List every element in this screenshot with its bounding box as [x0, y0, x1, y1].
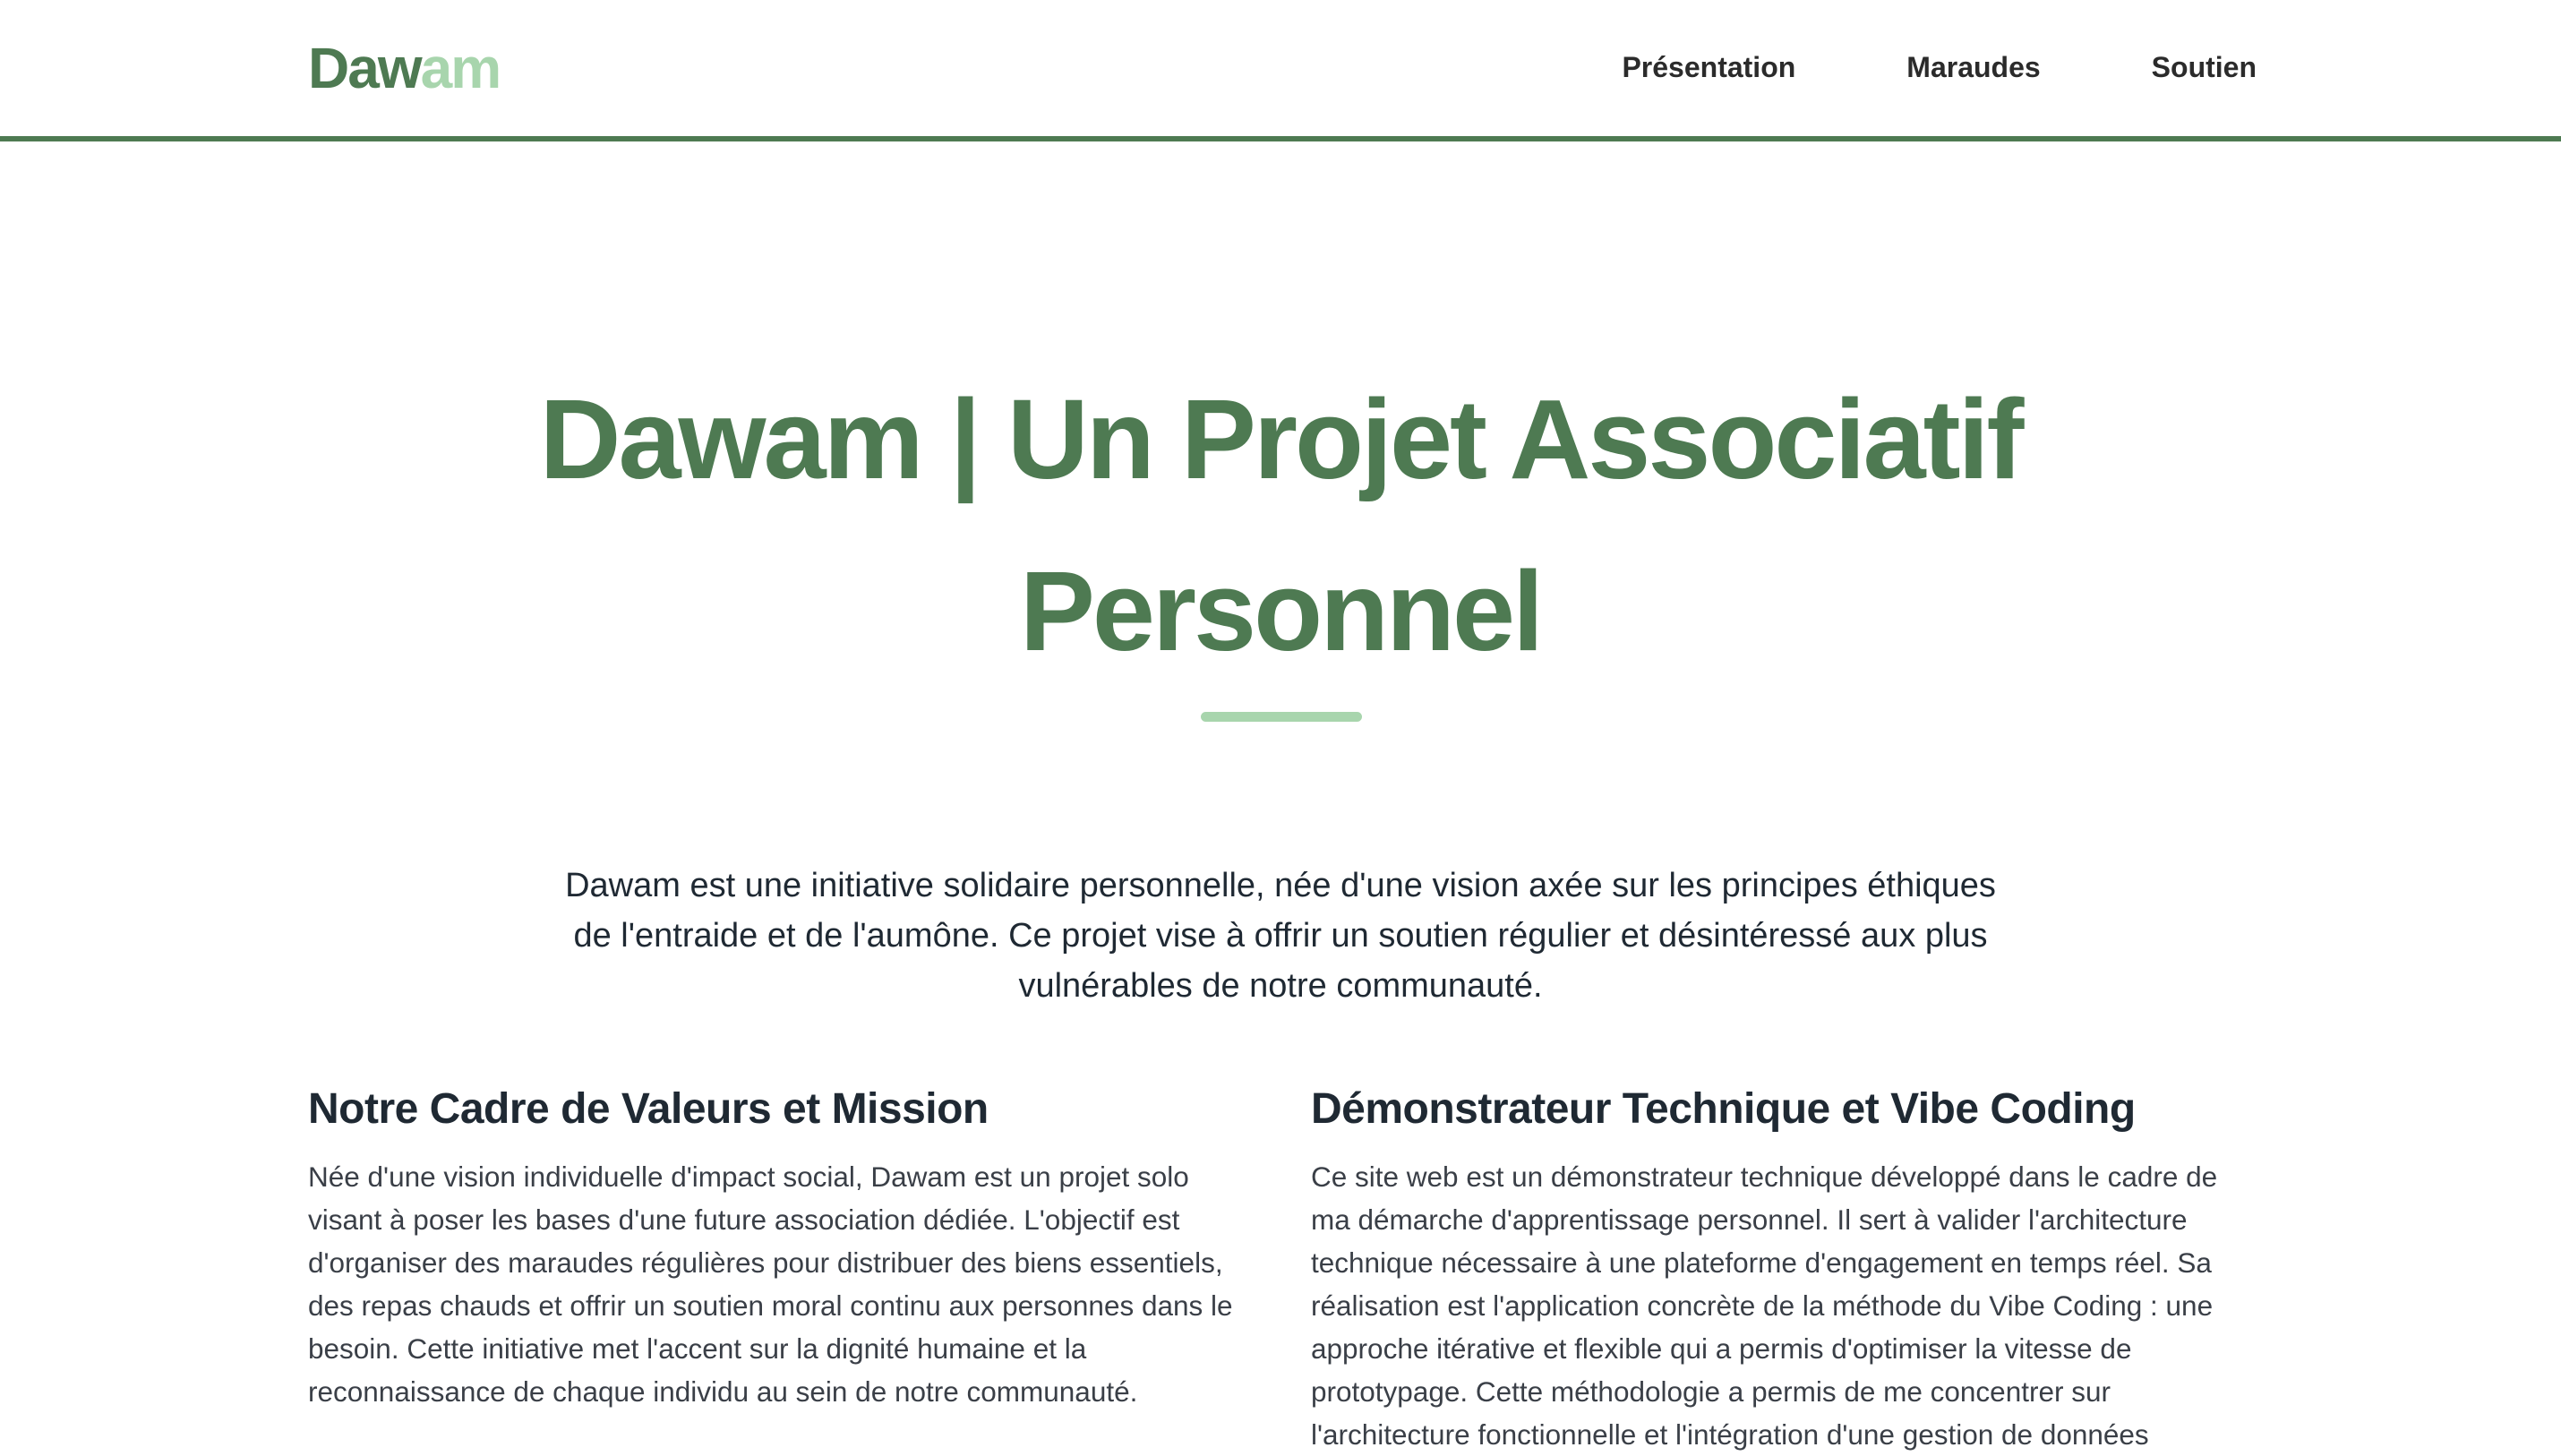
- intro-text: Dawam est une initiative solidaire personnelle, née d'une vision axée sur les principes éthiques de l'entraide et de l'aumône. Ce projet vise à offrir un soutien régulier et désintéressé aux plus vulnérables de notre communauté.: [565, 867, 1996, 1005]
- title-underline: [1201, 712, 1362, 722]
- main-nav: [1511, 0, 2257, 134]
- tech-heading: Démonstrateur Technique et Vibe Coding: [1311, 1085, 2136, 1133]
- logo-part-light: am: [420, 36, 501, 100]
- tech-section: [1311, 1076, 2242, 1456]
- nav-link-presentation[interactable]: Présentation: [1622, 50, 1796, 83]
- nav-link-soutien[interactable]: Soutien: [2151, 50, 2257, 83]
- values-text: Née d'une vision individuelle d'impact social, Dawam est un projet solo visant à poser les bases d'une future association dédiée. L'objectif est d'organiser des maraudes régulières pour distribuer des biens essentiels, des repas chauds et offrir un soutien moral continu aux personnes dans le besoin. Cette initiative met l'accent sur la dignité humaine et la reconnaissance de chaque individu au sein de notre communauté.: [308, 1161, 1233, 1408]
- page-title: Dawam | Un Projet Associatif Personnel: [539, 376, 2022, 674]
- logo-part-dark: Daw: [308, 36, 421, 100]
- values-section: [308, 1076, 1239, 1413]
- values-heading: Notre Cadre de Valeurs et Mission: [308, 1085, 989, 1133]
- site-logo[interactable]: [308, 30, 500, 106]
- tech-text: Ce site web est un démonstrateur technique développé dans le cadre de ma démarche d'apprentissage personnel. Il sert à valider l'architecture technique nécessaire à une plateforme d'engagement en temps réel. Sa réalisation est l'application concrète de la méthode du Vibe Coding : une approche itérative et flexible qui a permis d'optimiser la vitesse de prototypage. Cette méthodologie a permis de me concentrer sur l'architecture fonctionnelle et l'intégration d'une gestion de données: [1311, 1161, 2218, 1451]
- nav-link-maraudes[interactable]: Maraudes: [1906, 50, 2041, 83]
- site-header: [0, 0, 2561, 141]
